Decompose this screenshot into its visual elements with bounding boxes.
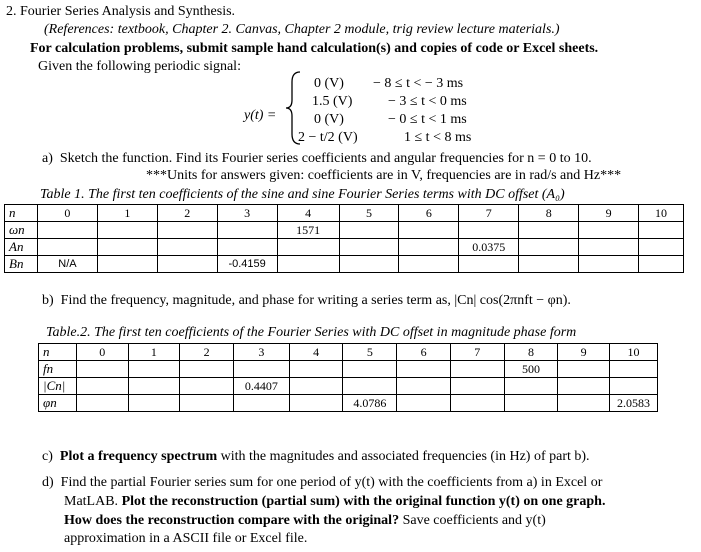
table-cell: 6 [397, 344, 451, 361]
table-cell [399, 222, 459, 239]
table-cell [157, 256, 217, 273]
table-cell: 1 [128, 344, 180, 361]
part-d-line2 [64, 494, 605, 510]
table-cell [339, 222, 399, 239]
table1 [4, 204, 684, 273]
table-cell [504, 395, 558, 412]
table-cell [217, 239, 277, 256]
case-value-4: 2 − t/2 (V) [298, 130, 358, 145]
table-cell [97, 256, 157, 273]
table-cell: 8 [519, 205, 579, 222]
table-cell [97, 222, 157, 239]
given-text: Given the following periodic signal: [38, 59, 241, 74]
table-cell [450, 361, 504, 378]
case-range-4: 1 ≤ t < 8 ms [404, 130, 472, 145]
table1-row-b [5, 256, 684, 273]
table-cell [277, 239, 339, 256]
part-d-bold: Plot the reconstruction (partial sum) with the original function y(t) on one graph. [121, 494, 606, 509]
table2 [38, 343, 658, 412]
table-cell: 9 [579, 205, 639, 222]
table-cell: 3 [217, 205, 277, 222]
table2-row-phi [39, 395, 658, 412]
table-cell: 10 [639, 205, 684, 222]
table-cell [339, 239, 399, 256]
part-a-text: a) Sketch the function. Find its Fourier series coefficients and angular frequencies for n = 0 to 10. [42, 151, 592, 166]
case-range-1: − 8 ≤ t < − 3 ms [373, 76, 464, 91]
table-cell [558, 378, 610, 395]
row-label: n [39, 344, 77, 361]
table-cell [558, 395, 610, 412]
part-d-line3 [64, 513, 546, 529]
table-cell [180, 395, 234, 412]
table-cell [289, 361, 343, 378]
table1-row-omega [5, 222, 684, 239]
table-cell: 500 [504, 361, 558, 378]
table-cell: 8 [504, 344, 558, 361]
table-cell [399, 256, 459, 273]
instruction-text: For calculation problems, submit sample hand calculation(s) and copies of code or Excel sheets. [30, 41, 599, 56]
table-cell: 5 [339, 205, 399, 222]
table-cell [233, 361, 289, 378]
table-cell [343, 378, 397, 395]
table-cell: 7 [459, 205, 519, 222]
table-cell [37, 222, 97, 239]
table-cell [558, 361, 610, 378]
row-label: n [5, 205, 38, 222]
table-cell [450, 378, 504, 395]
part-d-question: How does the reconstruction compare with the original? [64, 513, 400, 528]
table-cell: 1571 [277, 222, 339, 239]
table-cell [180, 361, 234, 378]
table1-row-n [5, 205, 684, 222]
row-label: fn [39, 361, 77, 378]
row-label: φn [39, 395, 77, 412]
table-cell [339, 256, 399, 273]
table-cell: 10 [610, 344, 658, 361]
table2-row-f [39, 361, 658, 378]
table-cell [579, 239, 639, 256]
row-label: |Cn| [39, 378, 77, 395]
table-cell: 4 [289, 344, 343, 361]
table-cell: 2 [157, 205, 217, 222]
table-cell [639, 239, 684, 256]
table-cell [397, 361, 451, 378]
table-cell: 4 [277, 205, 339, 222]
table-cell [217, 222, 277, 239]
case-range-3: − 0 ≤ t < 1 ms [388, 112, 467, 127]
part-b-text: b) Find the frequency, magnitude, and phase for writing a series term as, |Cn| cos(2πnft − φn). [42, 293, 571, 308]
case-value-1: 0 (V) [314, 76, 344, 91]
part-d-line4: approximation in a ASCII file or Excel file. [64, 531, 308, 546]
table-cell [639, 222, 684, 239]
table-cell: 7 [450, 344, 504, 361]
problem-heading: 2. Fourier Series Analysis and Synthesis. [6, 4, 236, 19]
table-cell [343, 361, 397, 378]
table-cell [519, 222, 579, 239]
table-cell [37, 239, 97, 256]
case-range-2: − 3 ≤ t < 0 ms [388, 94, 467, 109]
table-cell [459, 222, 519, 239]
table-cell [128, 395, 180, 412]
table-cell [610, 378, 658, 395]
part-c-prefix: c) [42, 449, 60, 464]
table-cell [450, 395, 504, 412]
part-d-plain: MatLAB. [64, 494, 122, 509]
table-cell [610, 361, 658, 378]
table-cell [97, 239, 157, 256]
table-cell [180, 378, 234, 395]
table-cell [519, 239, 579, 256]
units-note: ***Units for answers given: coefficients are in V, frequencies are in rad/s and Hz*** [146, 168, 622, 183]
table-cell [76, 361, 128, 378]
case-value-3: 0 (V) [314, 112, 344, 127]
table-cell: 5 [343, 344, 397, 361]
table-cell [289, 378, 343, 395]
table-cell: 2 [180, 344, 234, 361]
table-cell [289, 395, 343, 412]
part-c-text [42, 449, 590, 465]
table1-caption: Table 1. The first ten coefficients of the sine and sine Fourier Series terms with DC offset (A₀) [40, 187, 565, 202]
table-cell [519, 256, 579, 273]
table-cell [459, 256, 519, 273]
table-cell [397, 395, 451, 412]
table-cell [128, 361, 180, 378]
table-cell: 1 [97, 205, 157, 222]
table-cell [277, 256, 339, 273]
table-cell [157, 222, 217, 239]
row-label: An [5, 239, 38, 256]
table-cell [504, 378, 558, 395]
row-label: ωn [5, 222, 38, 239]
table-cell: 2.0583 [610, 395, 658, 412]
table-cell: 0 [37, 205, 97, 222]
part-d-save: Save coefficients and y(t) [399, 513, 546, 528]
table-cell: N/A [37, 256, 97, 273]
table-cell: 0.0375 [459, 239, 519, 256]
table1-row-a [5, 239, 684, 256]
case-value-2: 1.5 (V) [312, 94, 353, 109]
table-cell [579, 256, 639, 273]
table2-row-n [39, 344, 658, 361]
part-d-line1: d) Find the partial Fourier series sum for one period of y(t) with the coefficients from a) in Excel or [42, 475, 603, 490]
row-label: Bn [5, 256, 38, 273]
table2-row-c [39, 378, 658, 395]
table-cell [399, 239, 459, 256]
table-cell [397, 378, 451, 395]
table-cell [233, 395, 289, 412]
table-cell: 6 [399, 205, 459, 222]
part-c-rest: with the magnitudes and associated frequencies (in Hz) of part b). [217, 449, 590, 464]
table-cell: -0.4159 [217, 256, 277, 273]
table-cell [157, 239, 217, 256]
references-text: (References: textbook, Chapter 2. Canvas, Chapter 2 module, trig review lecture materials.) [44, 22, 560, 37]
table-cell: 0.4407 [233, 378, 289, 395]
table-cell: 9 [558, 344, 610, 361]
part-c-bold: Plot a frequency spectrum [59, 449, 218, 464]
signal-lhs: y(t) = [244, 108, 277, 123]
table-cell [639, 256, 684, 273]
table2-caption: Table.2. The first ten coefficients of the Fourier Series with DC offset in magnitude phase form [46, 325, 577, 340]
table-cell [76, 378, 128, 395]
table-cell [579, 222, 639, 239]
table-cell: 0 [76, 344, 128, 361]
table-cell [76, 395, 128, 412]
table-cell [128, 378, 180, 395]
table-cell: 3 [233, 344, 289, 361]
table-cell: 4.0786 [343, 395, 397, 412]
